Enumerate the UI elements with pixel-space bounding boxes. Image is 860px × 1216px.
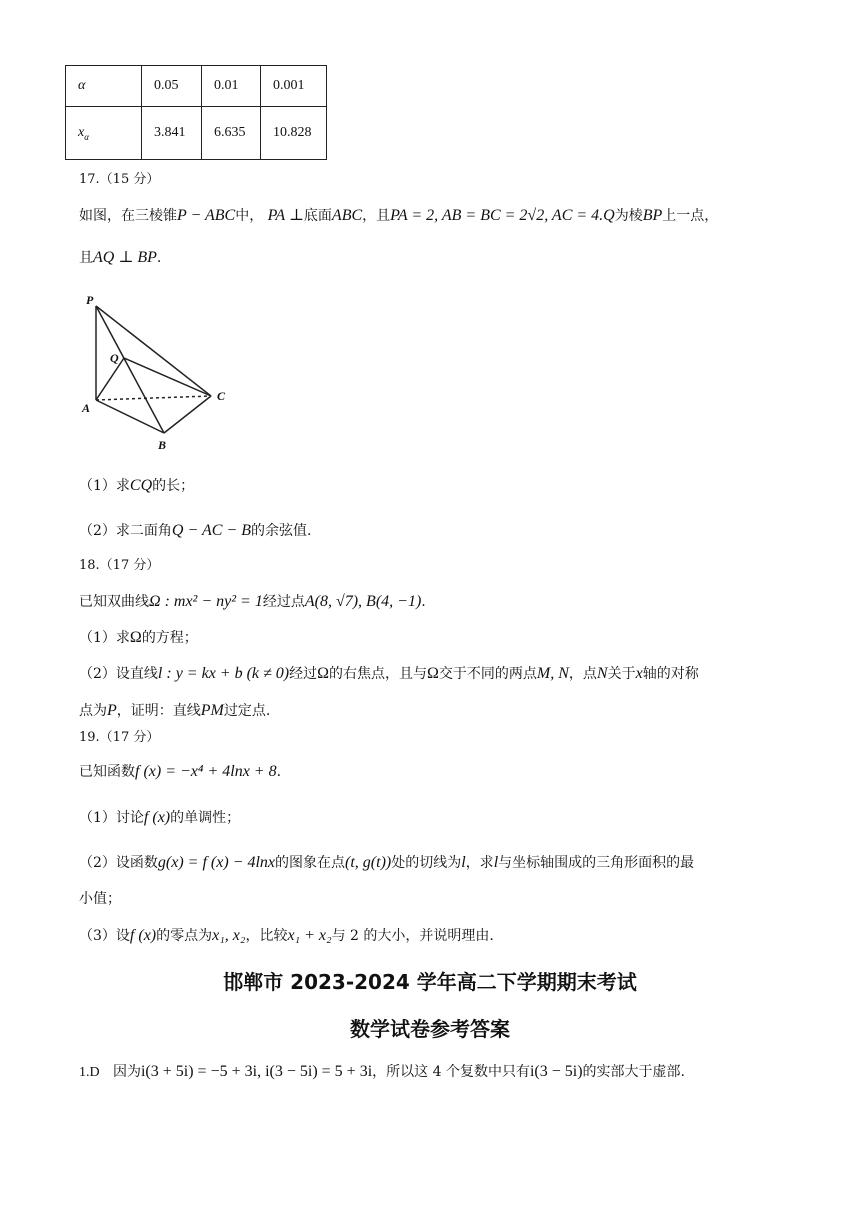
table-cell: α xyxy=(66,66,142,107)
q18-math: N xyxy=(596,665,608,682)
q18-math: x xyxy=(635,665,643,682)
q18-header: 18.（17 分） xyxy=(79,558,160,573)
answers-title: 邯郸市 2023-2024 学年高二下学期期末考试 xyxy=(223,970,637,994)
q18-text: （2）设直线 xyxy=(79,666,158,682)
q17-math: PA = 2, AB = BC = 2√2, AC = 4.Q xyxy=(390,207,615,224)
q18-text: 经过 xyxy=(289,666,318,682)
answer-math: i(3 + 5i) = −5 + 3i, i(3 − 5i) = 5 + 3i xyxy=(140,1063,373,1080)
q17-text: 底面 xyxy=(303,208,332,224)
table-row xyxy=(66,107,327,160)
answer-number: 1.D xyxy=(79,1065,100,1080)
q18-part1 xyxy=(79,628,198,648)
q18-text: 关于 xyxy=(607,666,636,682)
q19-text: （3）设 xyxy=(79,928,130,944)
q18-text: 点为 xyxy=(79,703,107,719)
q17-text: . xyxy=(156,250,162,266)
q18-math: Ω : mx² − ny² = 1 xyxy=(149,593,263,610)
q19-text: 的单调性； xyxy=(170,810,241,826)
q18-part2 xyxy=(79,664,699,684)
q19-text: 已知函数 xyxy=(79,764,135,780)
q19-text: （2）设函数 xyxy=(79,855,158,871)
q17-text: 如图，在三棱锥 xyxy=(79,208,177,224)
answer-math: i(3 − 5i) xyxy=(529,1063,583,1080)
q19-text: 处的切线为 xyxy=(391,855,462,871)
q19-math: l xyxy=(493,854,499,871)
q19-text: . xyxy=(276,764,282,780)
q19-part2 xyxy=(79,853,694,873)
q18-text: . xyxy=(421,594,426,610)
q19-math: f (x) = −x⁴ + 4lnx + 8 xyxy=(135,763,277,780)
q17-math: ABC xyxy=(331,207,363,224)
table-row xyxy=(66,66,327,107)
answer-text: 的实部大于虚部. xyxy=(582,1064,685,1080)
q17-text: 且 xyxy=(79,250,93,266)
q19-part2-cont: 小值； xyxy=(79,891,121,907)
q18-math: l : y = kx + b (k ≠ 0) xyxy=(157,665,290,682)
q17-text2 xyxy=(79,248,161,268)
answer-1 xyxy=(79,1062,685,1083)
q17-math: P − ABC xyxy=(177,207,236,224)
q19-text: 的图象在点 xyxy=(275,855,346,871)
q18-text: 的右焦点，且与 xyxy=(329,666,428,682)
q17-text: 中， xyxy=(235,208,264,224)
table-cell-x: x xyxy=(78,124,85,140)
q19-math: f (x) xyxy=(129,927,157,944)
label-b: B xyxy=(158,438,167,452)
q17-text1 xyxy=(79,206,718,226)
table-cell: 3.841 xyxy=(142,107,202,160)
q17-text: 为棱 xyxy=(614,208,643,224)
q17-text: ，且 xyxy=(362,208,391,224)
edge-bc xyxy=(164,396,211,433)
answers-subtitle: 数学试卷参考答案 xyxy=(350,1017,510,1041)
q17-text: 的余弦值. xyxy=(251,523,312,539)
table-cell: 10.828 xyxy=(261,107,327,160)
q19-math: f (x) xyxy=(143,809,171,826)
q17-text: （1）求 xyxy=(79,478,130,494)
q18-math: Ω xyxy=(427,665,439,682)
q19-part1 xyxy=(79,808,240,828)
critical-value-table xyxy=(65,65,327,160)
table-cell: 0.001 xyxy=(261,66,327,107)
edge-pb xyxy=(96,306,164,433)
q17-header: 17.（15 分） xyxy=(79,172,160,187)
q19-math: g(x) = f (x) − 4lnx xyxy=(157,854,276,871)
edge-ab xyxy=(96,400,164,433)
q19-text: 的零点为 xyxy=(156,928,213,944)
q18-text: 的方程； xyxy=(141,630,198,646)
q17-text: （2）求二面角 xyxy=(79,523,172,539)
label-a: A xyxy=(82,401,91,415)
q18-text: （1）求 xyxy=(79,630,130,646)
q19-math: (t, g(t)) xyxy=(345,854,392,871)
q18-text: ，点 xyxy=(568,666,597,682)
q18-text: 交于不同的两点 xyxy=(438,666,537,682)
answer-text: ，所以这 4 个复数中只有 xyxy=(372,1064,530,1080)
q18-part2-cont xyxy=(79,701,270,721)
q19-math: l xyxy=(461,854,466,871)
q17-text: 上一点， xyxy=(662,208,719,224)
answer-text: 因为 xyxy=(112,1064,141,1080)
table-cell: 0.05 xyxy=(142,66,202,107)
q17-math: CQ xyxy=(129,477,153,494)
q18-math: M, N xyxy=(536,665,569,682)
q18-text: ，证明：直线 xyxy=(116,703,201,719)
q18-math: Ω xyxy=(317,665,330,682)
q19-text: （1）讨论 xyxy=(79,810,144,826)
q19-header: 19.（17 分） xyxy=(79,730,160,745)
q19-text: 与坐标轴围成的三角形面积的最 xyxy=(498,855,695,871)
q18-math: P xyxy=(107,702,117,719)
q17-part2 xyxy=(79,521,311,541)
q18-text: 已知双曲线 xyxy=(79,594,149,610)
table-cell xyxy=(66,107,142,160)
q19-text1 xyxy=(79,762,281,782)
q18-text: 轴的对称 xyxy=(642,666,699,682)
label-q: Q xyxy=(110,351,119,365)
q17-math: AQ ⊥ BP xyxy=(93,249,157,266)
tetrahedron-figure xyxy=(78,290,238,455)
table-cell: 0.01 xyxy=(202,66,261,107)
q19-text: ，比较 xyxy=(245,928,288,944)
edge-qc xyxy=(124,358,211,396)
q18-math: PM xyxy=(200,702,224,719)
q17-part1 xyxy=(79,476,194,496)
label-c: C xyxy=(217,389,226,403)
q18-math: Ω xyxy=(129,629,142,646)
table-cell-sub: α xyxy=(84,131,89,142)
q18-text: 经过点 xyxy=(262,594,305,610)
q18-math: A(8, √7), B(4, −1) xyxy=(304,593,422,610)
label-p: P xyxy=(86,293,94,307)
q17-math: PA ⊥ xyxy=(267,207,304,224)
q19-math: x₁, x₂ xyxy=(212,927,246,944)
table-cell: 6.635 xyxy=(202,107,261,160)
q17-text: 的长； xyxy=(152,478,195,494)
q18-text: 过定点. xyxy=(223,703,271,719)
q17-math: BP xyxy=(642,207,663,224)
q18-text1 xyxy=(79,592,426,612)
q19-part3 xyxy=(79,926,494,946)
edge-ac-hidden xyxy=(96,396,211,400)
q19-text: ，求 xyxy=(465,855,494,871)
q19-math: x₁ + x₂ xyxy=(287,927,332,944)
q19-text: 与 2 的大小，并说明理由. xyxy=(331,928,494,944)
q17-math: Q − AC − B xyxy=(171,522,251,539)
